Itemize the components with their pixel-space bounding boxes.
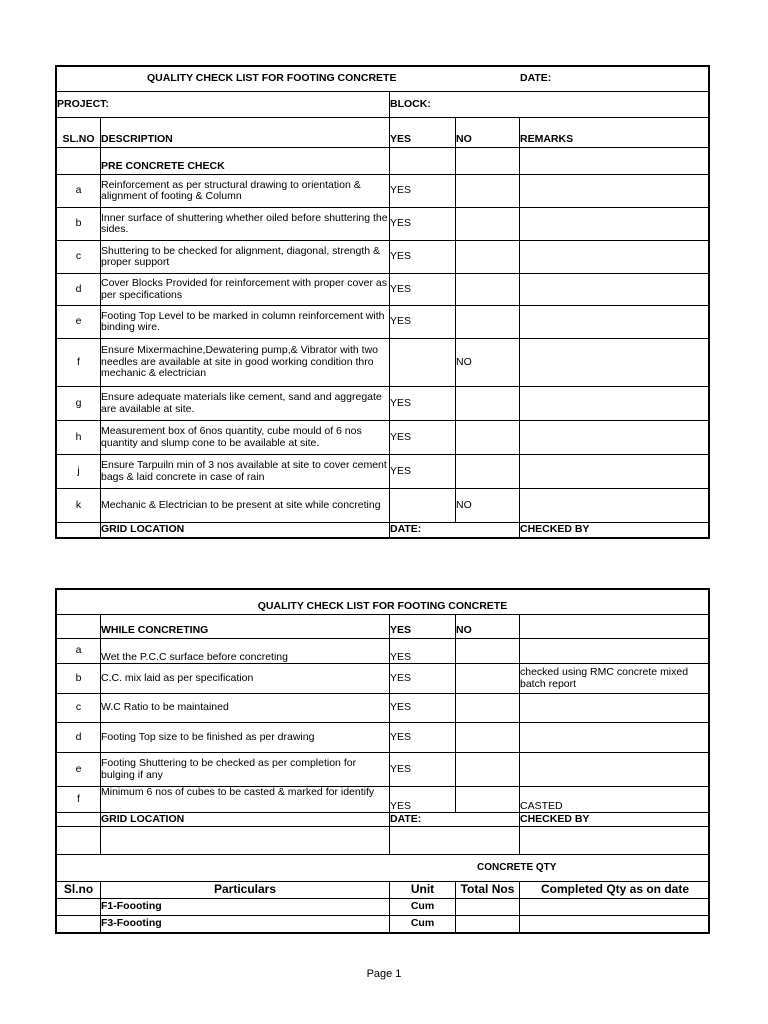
- row-no: [456, 664, 520, 693]
- qty-header-completed: Completed Qty as on date: [540, 882, 690, 897]
- project-row: [57, 92, 708, 118]
- row-yes: YES: [390, 639, 456, 663]
- row-remarks: CASTED: [520, 799, 563, 812]
- row-remarks: [520, 175, 710, 207]
- header-no: NO: [456, 615, 520, 638]
- row-no: [456, 175, 520, 207]
- concrete-qty-title-row: [57, 855, 708, 882]
- concrete-qty-title: CONCRETE QTY: [477, 862, 557, 874]
- row-description: W.C Ratio to be maintained: [101, 694, 390, 722]
- qty-row-unit: Cum: [390, 899, 456, 915]
- row-description: Inner surface of shuttering whether oiled before shuttering the sides.: [101, 208, 390, 240]
- checklist-row: [57, 208, 708, 241]
- row-description: Shuttering to be checked for alignment, diagonal, strength & proper support: [101, 241, 390, 273]
- row-remarks: [520, 489, 710, 522]
- signoff-date-field[interactable]: [390, 827, 520, 854]
- qty-header-total-nos: Total Nos: [456, 882, 520, 898]
- row-description: Ensure Mixermachine,Dewatering pump,& Vibrator with two needles are available at site in good working condition thro mechanic & electrician: [101, 339, 390, 386]
- signoff-date-label: DATE:: [390, 523, 520, 537]
- qty-row-total-nos: [456, 899, 520, 915]
- row-remarks: [520, 753, 710, 786]
- row-no: [456, 753, 520, 786]
- row-yes: YES: [390, 723, 456, 752]
- row-remarks: [520, 274, 710, 305]
- checked-by-field[interactable]: [520, 827, 710, 854]
- row-remarks: [520, 723, 710, 752]
- row-yes: YES: [390, 175, 456, 207]
- row-yes: YES: [390, 455, 456, 488]
- checklist-title: QUALITY CHECK LIST FOR FOOTING CONCRETE: [257, 599, 508, 612]
- row-description: Ensure adequate materials like cement, sand and aggregate are available at site.: [101, 387, 390, 420]
- row-yes: YES: [390, 306, 456, 338]
- row-remarks: [520, 241, 710, 273]
- checklist-row: [57, 723, 708, 753]
- section-row: [57, 148, 708, 175]
- row-sl: d: [57, 274, 101, 305]
- row-remarks: [520, 421, 710, 454]
- row-sl: e: [57, 306, 101, 338]
- checked-by-label: CHECKED BY: [520, 523, 590, 536]
- row-yes: YES: [390, 387, 456, 420]
- checklist-title: QUALITY CHECK LIST FOR FOOTING CONCRETE: [147, 72, 397, 85]
- row-sl: h: [57, 421, 101, 454]
- checklist-row: [57, 455, 708, 489]
- row-remarks: [520, 639, 710, 663]
- row-sl: b: [57, 664, 101, 693]
- date-label: DATE:: [520, 72, 552, 85]
- pre-concrete-checklist: [55, 65, 710, 539]
- row-sl: f: [57, 339, 101, 386]
- row-sl: b: [57, 208, 101, 240]
- row-sl: e: [57, 753, 101, 786]
- row-no: [456, 787, 520, 812]
- row-no: [456, 241, 520, 273]
- checklist-row: [57, 306, 708, 339]
- signoff-row: [57, 523, 708, 537]
- concrete-qty-row: [57, 916, 708, 932]
- row-sl: c: [57, 241, 101, 273]
- row-remarks: [520, 455, 710, 488]
- qty-row-sl: [57, 899, 101, 915]
- row-description: Cover Blocks Provided for reinforcement with proper cover as per specifications: [101, 274, 390, 305]
- row-description: C.C. mix laid as per specification: [101, 664, 390, 693]
- row-remarks: [520, 694, 710, 722]
- qty-row-particulars: F3-Foooting: [101, 916, 390, 932]
- row-no: [456, 387, 520, 420]
- row-no: NO: [456, 489, 520, 522]
- row-yes: YES: [390, 753, 456, 786]
- row-yes: YES: [390, 208, 456, 240]
- row-remarks: [520, 339, 710, 386]
- row-yes: YES: [390, 241, 456, 273]
- header-slno: SL.NO: [57, 118, 101, 147]
- while-concreting-checklist: [55, 588, 710, 934]
- row-remarks: checked using RMC concrete mixed batch report: [520, 666, 689, 690]
- page-number: Page 1: [366, 968, 402, 980]
- row-no: [456, 306, 520, 338]
- checklist-row: [57, 639, 708, 664]
- row-yes: [390, 339, 456, 386]
- row-yes: YES: [390, 694, 456, 722]
- title-row: [57, 67, 708, 92]
- qty-row-total-nos: [456, 916, 520, 932]
- checklist-row: [57, 175, 708, 208]
- row-no: [456, 208, 520, 240]
- header-remarks: REMARKS: [520, 132, 574, 145]
- checklist-row: [57, 489, 708, 523]
- row-yes: YES: [390, 274, 456, 305]
- block-label: BLOCK:: [390, 97, 431, 110]
- row-sl: a: [57, 639, 101, 663]
- row-description: Footing Top size to be finished as per drawing: [101, 723, 390, 752]
- row-no: [456, 421, 520, 454]
- row-sl: k: [57, 489, 101, 522]
- qty-row-completed: [520, 899, 710, 915]
- row-description: Reinforcement as per structural drawing to orientation & alignment of footing & Column: [101, 175, 390, 207]
- checklist-row: [57, 387, 708, 421]
- row-description: Footing Shuttering to be checked as per completion for bulging if any: [101, 753, 390, 786]
- row-description: Mechanic & Electrician to be present at site while concreting: [101, 489, 390, 522]
- row-description: Footing Top Level to be marked in column reinforcement with binding wire.: [101, 306, 390, 338]
- row-no: [456, 455, 520, 488]
- row-no: [456, 694, 520, 722]
- row-description: Ensure Tarpuiln min of 3 nos available at site to cover cement bags & laid concrete in case of rain: [101, 455, 390, 488]
- row-description: Wet the P.C.C surface before concreting: [101, 639, 390, 663]
- row-sl: d: [57, 723, 101, 752]
- checklist-row: [57, 664, 708, 694]
- qty-header-unit: Unit: [390, 882, 456, 898]
- concrete-qty-row: [57, 899, 708, 916]
- row-description: Measurement box of 6nos quantity, cube mould of 6 nos quantity and slump cone to be available at site.: [101, 421, 390, 454]
- row-remarks: [520, 208, 710, 240]
- header-row: [57, 118, 708, 148]
- qty-row-sl: [57, 916, 101, 932]
- checklist-row: [57, 421, 708, 455]
- checklist-row: [57, 694, 708, 723]
- title-row: [57, 590, 708, 615]
- grid-location-label: GRID LOCATION: [101, 813, 390, 826]
- header-yes: YES: [390, 615, 456, 638]
- row-sl: c: [57, 694, 101, 722]
- checklist-row: [57, 339, 708, 387]
- header-yes: YES: [390, 118, 456, 147]
- header-no: NO: [456, 118, 520, 147]
- checklist-row: [57, 787, 708, 813]
- row-remarks: [520, 306, 710, 338]
- signoff-blank-row: [57, 827, 708, 855]
- section-title: PRE CONCRETE CHECK: [101, 148, 390, 174]
- section-row: [57, 615, 708, 639]
- checked-by-label: CHECKED BY: [520, 813, 590, 825]
- signoff-row: [57, 813, 708, 827]
- row-yes: YES: [390, 787, 456, 812]
- row-sl: g: [57, 387, 101, 420]
- signoff-date-label: DATE:: [390, 813, 520, 826]
- grid-location-field[interactable]: [101, 827, 390, 854]
- row-sl: a: [57, 175, 101, 207]
- checklist-row: [57, 753, 708, 787]
- concrete-qty-header: [57, 882, 708, 899]
- header-description: DESCRIPTION: [101, 118, 390, 147]
- grid-location-label: GRID LOCATION: [101, 523, 390, 537]
- qty-row-particulars: F1-Foooting: [101, 899, 390, 915]
- row-yes: YES: [390, 664, 456, 693]
- row-yes: [390, 489, 456, 522]
- qty-header-slno: Sl.no: [57, 882, 101, 898]
- row-no: [456, 723, 520, 752]
- project-label: PROJECT:: [57, 92, 390, 117]
- qty-row-unit: Cum: [390, 916, 456, 932]
- checklist-row: [57, 241, 708, 274]
- row-no: [456, 274, 520, 305]
- qty-row-completed: [520, 916, 710, 932]
- qty-header-particulars: Particulars: [101, 882, 390, 898]
- row-sl: j: [57, 455, 101, 488]
- row-sl: f: [57, 787, 101, 812]
- checklist-row: [57, 274, 708, 306]
- row-yes: YES: [390, 421, 456, 454]
- row-remarks: [520, 387, 710, 420]
- row-no: NO: [456, 339, 520, 386]
- row-no: [456, 639, 520, 663]
- section-title: WHILE CONCRETING: [101, 615, 390, 638]
- row-description: Minimum 6 nos of cubes to be casted & marked for identify: [101, 787, 390, 812]
